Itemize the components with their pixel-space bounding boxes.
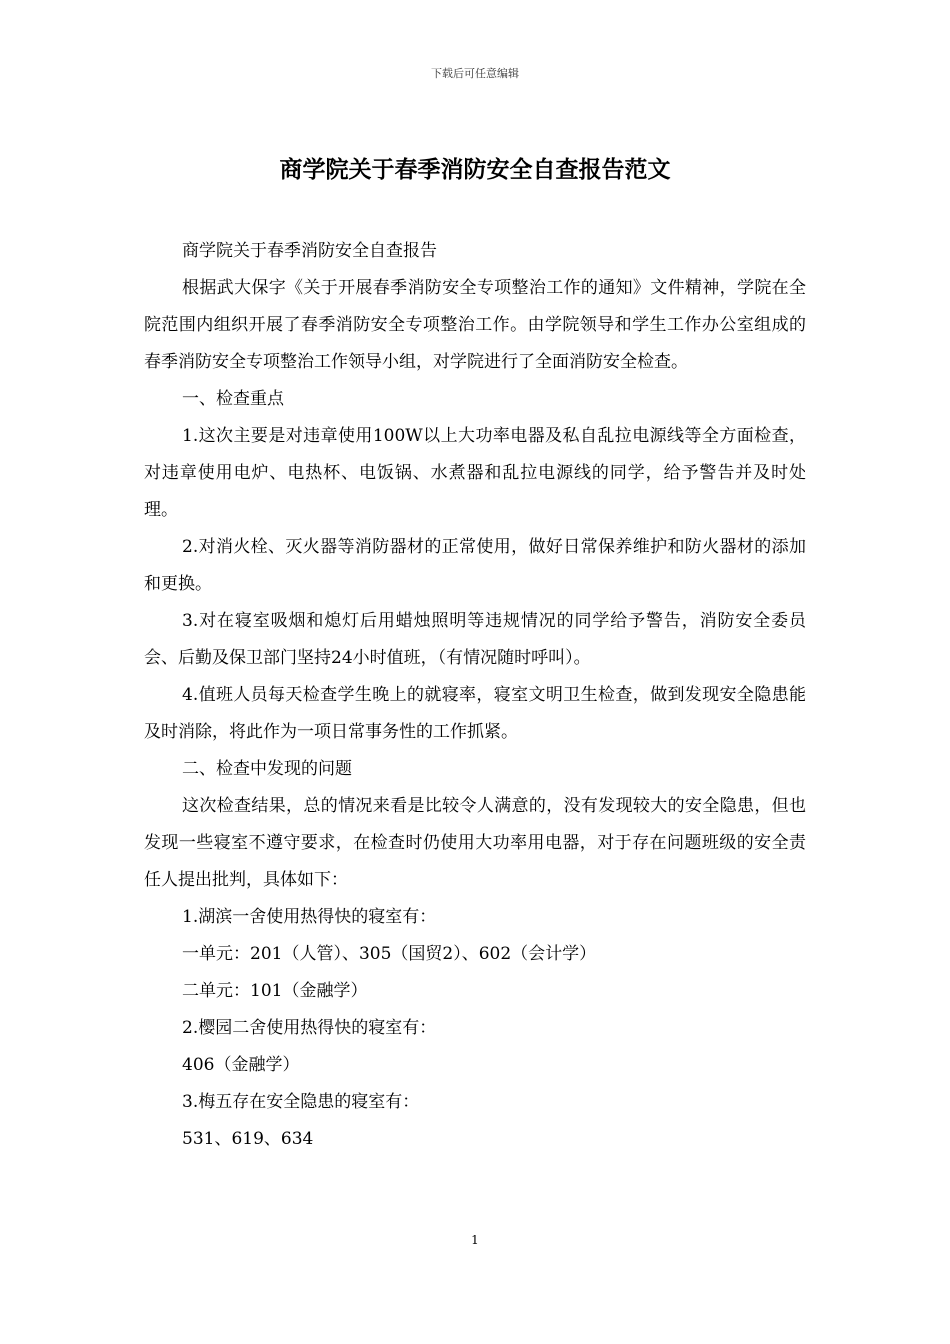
list-item-yingyuan-dorm: 2.樱园二舍使用热得快的寝室有：	[182, 1018, 437, 1038]
page-header-note: 下载后可任意编辑	[431, 67, 519, 80]
list-item-hubin-dorm: 1.湖滨一舍使用热得快的寝室有：	[182, 907, 437, 927]
paragraph-focus-item-1: 1.这次主要是对违章使用100W以上大功率电器及私自乱拉电源线等全方面检查，对违章使用电炉、电热杯、电饭锅、水煮器和乱拉电源线的同学，给予警告并及时处理。	[144, 426, 806, 520]
document-title: 商学院关于春季消防安全自查报告范文	[279, 156, 671, 183]
paragraph-focus-item-4: 4.值班人员每天检查学生晚上的就寝率，寝室文明卫生检查，做到发现安全隐患能及时消除，将此作为一项日常事务性的工作抓紧。	[144, 685, 806, 742]
document-body	[144, 233, 806, 1158]
paragraph-focus-item-2: 2.对消火栓、灭火器等消防器材的正常使用，做好日常保养维护和防火器材的添加和更换。	[144, 537, 806, 594]
paragraph-problems-summary: 这次检查结果，总的情况来看是比较令人满意的，没有发现较大的安全隐患，但也发现一些寝室不遵守要求，在检查时仍使用大功率用电器，对于存在问题班级的安全责任人提出批判，具体如下：	[144, 796, 806, 890]
paragraph-intro: 根据武大保字《关于开展春季消防安全专项整治工作的通知》文件精神，学院在全院范围内组织开展了春季消防安全专项整治工作。由学院领导和学生工作办公室组成的春季消防安全专项整治工作领导小组，对学院进行了全面消防安全检查。	[144, 278, 806, 372]
list-item-unit-two: 二单元：101（金融学）	[182, 981, 368, 1001]
list-item-meiwu-dorm: 3.梅五存在安全隐患的寝室有：	[182, 1092, 420, 1112]
list-item-yingyuan-rooms: 406（金融学）	[182, 1055, 300, 1075]
section-heading-problems-found: 二、检查中发现的问题	[182, 759, 352, 779]
paragraph-focus-item-3: 3.对在寝室吸烟和熄灯后用蜡烛照明等违规情况的同学给予警告，消防安全委员会、后勤及保卫部门坚持24小时值班，（有情况随时呼叫）。	[144, 611, 806, 668]
paragraph-report-title: 商学院关于春季消防安全自查报告	[182, 241, 437, 261]
page-number: 1	[471, 1233, 479, 1247]
list-item-unit-one: 一单元：201（人管）、305（国贸2）、602（会计学）	[182, 944, 597, 964]
list-item-meiwu-rooms: 531、619、634	[182, 1129, 314, 1149]
section-heading-inspection-focus: 一、检查重点	[182, 389, 284, 409]
